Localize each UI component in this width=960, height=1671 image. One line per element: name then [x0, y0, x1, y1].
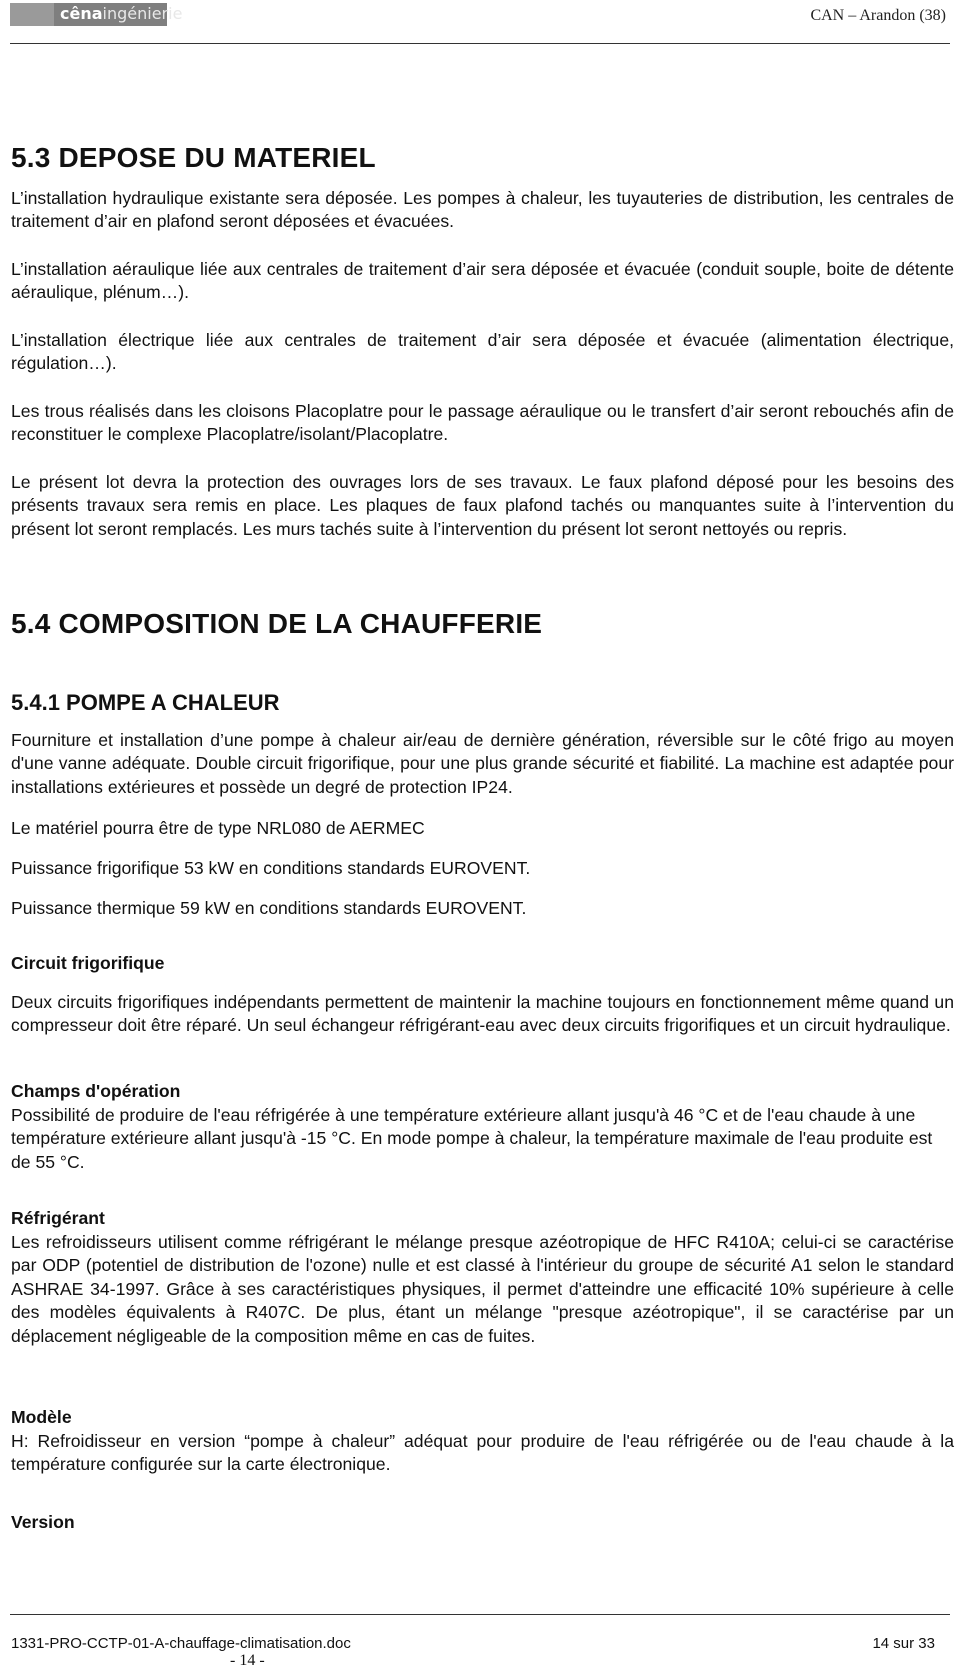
- paragraph: Les trous réalisés dans les cloisons Placoplatre pour le passage aéraulique ou le transfert d’air seront rebouchés afin de reconstituer le complexe Placoplatre/isolant/Placoplatre.: [11, 401, 954, 445]
- subheading-version: Version: [11, 1512, 75, 1532]
- paragraph: L’installation aéraulique liée aux centrales de traitement d’air sera déposée et évacuée (conduit souple, boite de détente aéraulique, plénum…).: [11, 259, 954, 303]
- paragraph: Fourniture et installation d’une pompe à chaleur air/eau de dernière génération, réversible sur le côté frigo au moyen d'une vanne adéquate. Double circuit frigorifique, pour une plus grande sécurité et fiabilité. La machine est adaptée pour installations extérieures et possède un degré de protection IP24.: [11, 730, 954, 797]
- paragraph: L’installation électrique liée aux centrales de traitement d’air sera déposée et évacuée (alimentation électrique, régulation…).: [11, 330, 954, 374]
- paragraph: Le matériel pourra être de type NRL080 de AERMEC: [11, 818, 425, 838]
- section-heading-5-4: 5.4 COMPOSITION DE LA CHAUFFERIE: [11, 608, 543, 639]
- paragraph: Le présent lot devra la protection des ouvrages lors de ses travaux. Le faux plafond déposé pour les besoins des présents travaux sera remis en place. Les plaques de faux plafond tachés ou manquantes suite à l’intervention du présent lot seront remplacés. Les murs tachés suite à l’intervention du présent lot seront nettoyés ou repris.: [11, 472, 954, 539]
- footer-page-count: 14 sur 33: [872, 1635, 935, 1652]
- logo-mark: [10, 3, 54, 26]
- paragraph: Puissance thermique 59 kW en conditions standards EUROVENT.: [11, 898, 527, 918]
- paragraph: Les refroidisseurs utilisent comme réfrigérant le mélange presque azéotropique de HFC R410A; celui-ci se caractérise par ODP (potentiel de distribution de l'ozone) nulle et est classé à l'intérieur du groupe de sécurité A1 selon le standard ASHRAE 34-1997. Grâce à ses caractéristiques physiques, il permet d'atteindre une efficacité 10% supérieure à celle des modèles équivalents à R407C. De plus, étant un mélange "presque azéotropique", il se caractérise par un déplacement négligeable de la composition même en cas de fuites.: [11, 1232, 954, 1346]
- section-heading-5-3: 5.3 DEPOSE DU MATERIEL: [11, 142, 376, 173]
- subheading-circuit: Circuit frigorifique: [11, 953, 165, 973]
- paragraph: Deux circuits frigorifiques indépendants permettent de maintenir la machine toujours en fonctionnement même quand un compresseur doit être réparé. Un seul échangeur réfrigérant-eau avec deux circuits frigorifiques et un circuit hydraulique.: [11, 992, 954, 1036]
- paragraph: Possibilité de produire de l'eau réfrigérée à une température extérieure allant jusqu'à 46 °C et de l'eau chaude à une température extérieure allant jusqu'à -15 °C. En mode pompe à chaleur, la température maximale de l'eau produite est de 55 °C.: [11, 1105, 933, 1172]
- footer-page-number: - 14 -: [230, 1652, 265, 1669]
- paragraph: H: Refroidisseur en version “pompe à chaleur” adéquat pour produire de l'eau réfrigérée ou de l'eau chaude à la température configurée sur la carte électronique.: [11, 1431, 954, 1475]
- paragraph: L’installation hydraulique existante sera déposée. Les pompes à chaleur, les tuyauteries de distribution, les centrales de traitement d’air en plafond seront déposées et évacuées.: [11, 188, 954, 232]
- footer-divider: [10, 1614, 950, 1615]
- header-divider: [10, 43, 950, 44]
- footer-filename: 1331-PRO-CCTP-01-A-chauffage-climatisation.doc: [11, 1635, 351, 1652]
- subheading-refrigerant: Réfrigérant: [11, 1208, 105, 1228]
- logo-light: ingénierie: [102, 4, 183, 23]
- logo-text: [60, 4, 182, 23]
- subheading-champs: Champs d'opération: [11, 1081, 181, 1101]
- logo-bold: cêna: [60, 4, 103, 23]
- paragraph: Puissance frigorifique 53 kW en conditions standards EUROVENT.: [11, 858, 531, 878]
- subsection-heading-5-4-1: 5.4.1 POMPE A CHALEUR: [11, 690, 280, 715]
- subheading-modele: Modèle: [11, 1407, 72, 1427]
- header-project: CAN – Arandon (38): [810, 7, 946, 24]
